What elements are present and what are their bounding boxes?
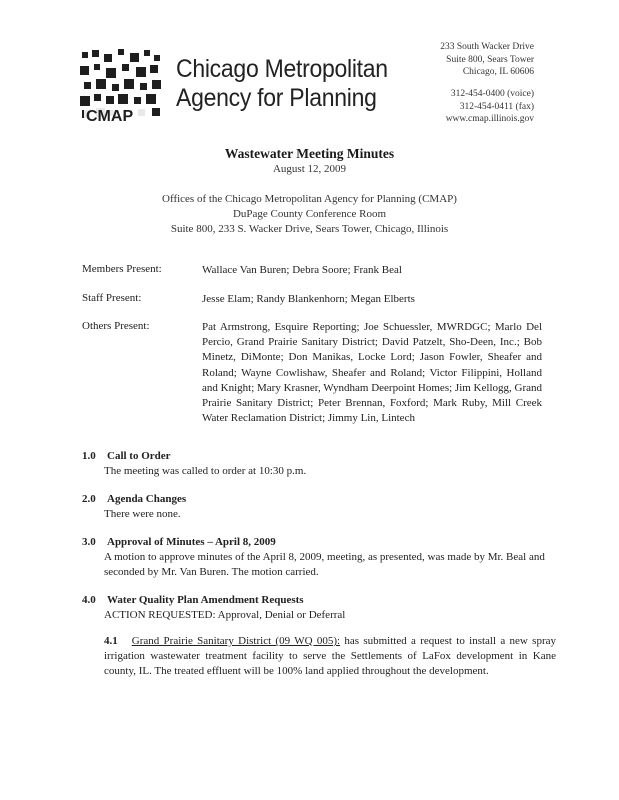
section-1-body: The meeting was called to order at 10:30 p.m. <box>104 465 307 477</box>
members-list: Wallace Van Buren; Debra Soore; Frank Beal <box>202 264 402 276</box>
phone-fax: 312-454-0411 (fax) <box>459 101 534 112</box>
section-3-body: A motion to approve minutes of the April 8, 2009, meeting, as presented, was made by Mr. Beal and seconded by Mr. Van Buren. The motion carried. <box>104 551 545 578</box>
section-2-number: 2.0 <box>82 493 96 505</box>
website: www.cmap.illinois.gov <box>445 114 534 124</box>
subsection-4-1-number: 4.1 <box>104 635 118 647</box>
subsection-4-1 <box>104 634 556 679</box>
others-label: Others Present: <box>82 320 150 332</box>
document-title: Wastewater Meeting Minutes <box>224 146 395 161</box>
phone-voice: 312-454-0400 (voice) <box>450 89 534 99</box>
subsection-4-1-body: has submitted a request to install a new spray irrigation wastewater treatment facility to serve the Settlements of LaFox development in Kane county, IL. The treated effluent will be 100% land applied throughout the development. <box>104 635 556 677</box>
section-4-title: Water Quality Plan Amendment Requests <box>107 594 304 606</box>
meeting-date: August 12, 2009 <box>272 163 347 175</box>
members-label: Members Present: <box>82 263 162 275</box>
meeting-location <box>0 192 619 237</box>
subsection-4-1-title: Grand Prairie Sanitary District (09 WQ 005): <box>131 635 341 647</box>
org-name-line2: Agency for Planning <box>176 84 377 112</box>
location-line2: DuPage County Conference Room <box>232 208 387 220</box>
address-suite: Suite 800, Sears Tower <box>446 54 534 65</box>
staff-label: Staff Present: <box>82 292 142 304</box>
address-city: Chicago, IL 60606 <box>462 67 534 77</box>
section-1-title: Call to Order <box>107 450 171 462</box>
location-line3: Suite 800, 233 S. Wacker Drive, Sears Tower, Chicago, Illinois <box>170 223 449 235</box>
address-street: 233 South Wacker Drive <box>440 42 534 52</box>
section-2-title: Agenda Changes <box>107 493 187 505</box>
logo-wordmark: CMAP <box>86 108 134 125</box>
location-line1: Offices of the Chicago Metropolitan Agency for Planning (CMAP) <box>162 193 457 205</box>
address-block <box>440 41 534 79</box>
others-list: Pat Armstrong, Esquire Reporting; Joe Schuessler, MWRDGC; Marlo Del Percio, Grand Prairie Sanitary District; David Patzelt, Sho-Deen, Inc.; Bob Minetz, DiMonte; Don Manikas, Locke Lord; Jason Fowler, Sheafer and Roland; Wayne Cowlishaw, Sheafer and Roland; Victor Filippini, Holland and Knight; Mary Krasner, Wyndham Deerpoint Homes; Jim Kellogg, Grand Prairie Sanitary District; Peter Brennan, Foxford; Mark Ruby, Mill Creek Water Reclamation District; Jimmy Lin, Lintech <box>202 321 542 425</box>
section-1-number: 1.0 <box>82 450 96 462</box>
cmap-logo-graphic <box>78 46 164 128</box>
org-name-line1: Chicago Metropolitan <box>176 55 388 83</box>
contact-block <box>446 88 534 126</box>
staff-list: Jesse Elam; Randy Blankenhorn; Megan Elberts <box>202 293 415 305</box>
cmap-logo <box>78 46 164 128</box>
section-3-title: Approval of Minutes – April 8, 2009 <box>107 536 276 548</box>
section-4-number: 4.0 <box>82 594 96 606</box>
section-3-number: 3.0 <box>82 536 96 548</box>
section-4-body: ACTION REQUESTED: Approval, Denial or Deferral <box>104 609 346 621</box>
section-2-body: There were none. <box>104 508 181 520</box>
